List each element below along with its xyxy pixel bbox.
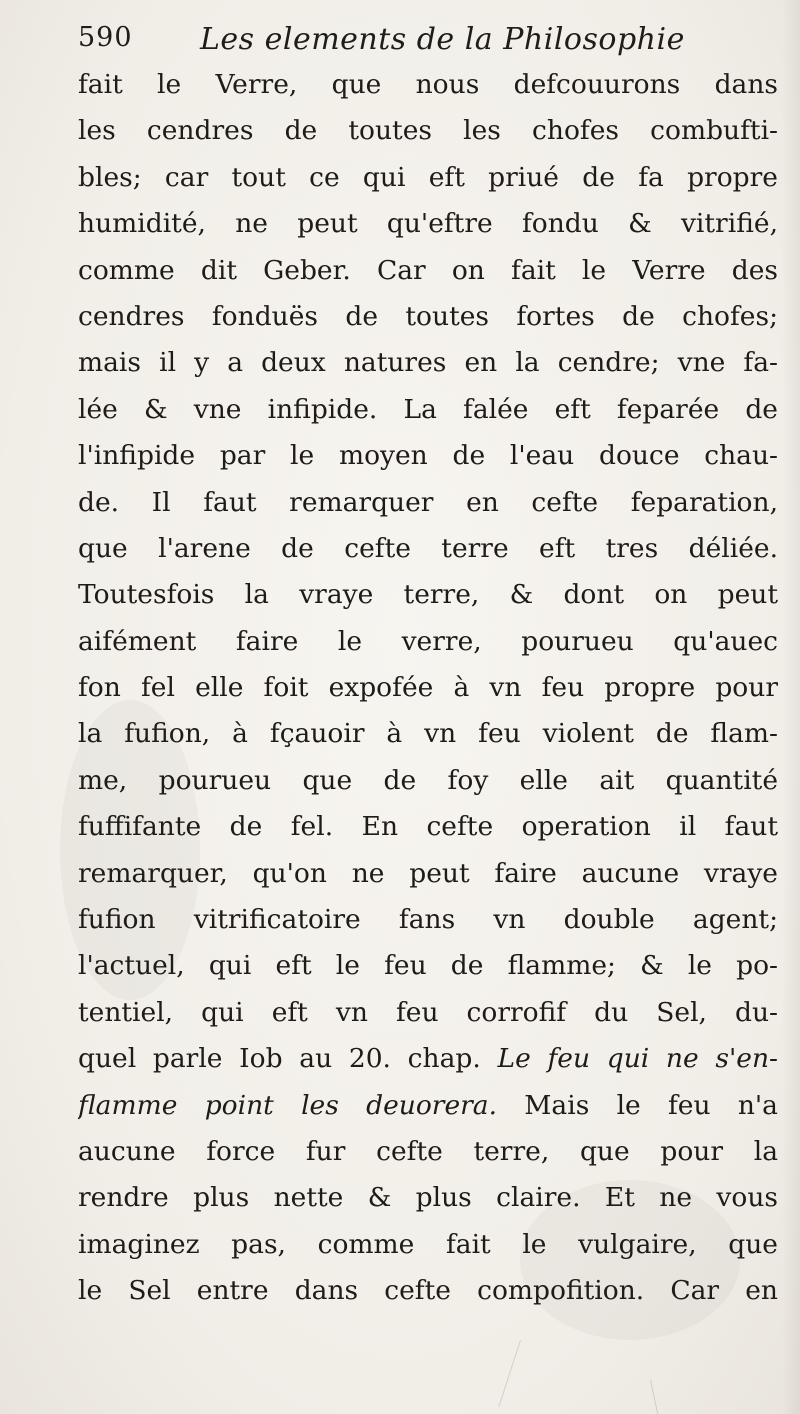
text-line: de. Il faut remarquer en cefte feparation, [78, 486, 778, 518]
text-line: cendres fonduës de toutes fortes de chofes; [78, 300, 778, 332]
italic-quote: flamme point les deuorera. [78, 1089, 498, 1121]
page-edge-shadow [782, 0, 800, 1414]
text-line: le Sel entre dans cefte compofition. Car en [78, 1275, 778, 1307]
text-line: l'actuel, qui eft le feu de flamme; & le po- [78, 950, 778, 982]
text-line-with-quote [78, 1083, 778, 1129]
paper-scratch [650, 1380, 659, 1414]
text-line: fuffifante de fel. En cefte operation il faut [78, 811, 778, 843]
italic-quote: Le feu qui ne s'en- [497, 1043, 778, 1075]
text-line: humidité, ne peut qu'eftre fondu & vitrifié, [78, 208, 778, 240]
text-line: me, pourueu que de foy elle ait quantité [78, 764, 778, 796]
text-line: fait le Verre, que nous defcouurons dans [78, 69, 778, 100]
text-line: la fufion, à fçauoir à vn feu violent de flam- [78, 718, 778, 750]
text-segment: Mais le feu n'a [497, 1089, 778, 1121]
text-line: que l'arene de cefte terre eft tres déliée. [78, 532, 778, 564]
text-line: rendre plus nette & plus claire. Et ne vous [78, 1182, 778, 1214]
paper-scratch [498, 1340, 521, 1407]
text-line: Toutesfois la vraye terre, & dont on peut [78, 579, 778, 611]
text-line: lée & vne infipide. La falée eft feparée de [78, 393, 778, 425]
text-line: les cendres de toutes les chofes combufti- [78, 115, 778, 147]
text-line: bles; car tout ce qui eft priué de fa propre [78, 161, 778, 193]
text-line: aucune force fur cefte terre, que pour la [78, 1135, 778, 1167]
running-title: Les elements de la Philosophie [200, 22, 685, 57]
page-header [78, 14, 758, 64]
text-segment: quel parle Iob au 20. chap. [78, 1043, 481, 1075]
text-line: l'infipide par le moyen de l'eau douce chau- [78, 440, 778, 472]
text-line-with-quote [78, 1036, 778, 1082]
text-line: aifément faire le verre, pourueu qu'auec [78, 625, 778, 657]
page-number: 590 [78, 22, 133, 53]
body-text [78, 62, 778, 1315]
text-line: fufion vitrificatoire fans vn double agent; [78, 904, 778, 936]
text-line: fon fel elle foit expofée à vn feu propre pour [78, 672, 778, 704]
text-line: imaginez pas, comme fait le vulgaire, que [78, 1228, 778, 1260]
text-line: remarquer, qu'on ne peut faire aucune vraye [78, 857, 778, 889]
text-line: tentiel, qui eft vn feu corrofif du Sel, du- [78, 996, 778, 1028]
text-line: comme dit Geber. Car on fait le Verre des [78, 254, 778, 286]
text-line: mais il y a deux natures en la cendre; vne fa- [78, 347, 778, 379]
